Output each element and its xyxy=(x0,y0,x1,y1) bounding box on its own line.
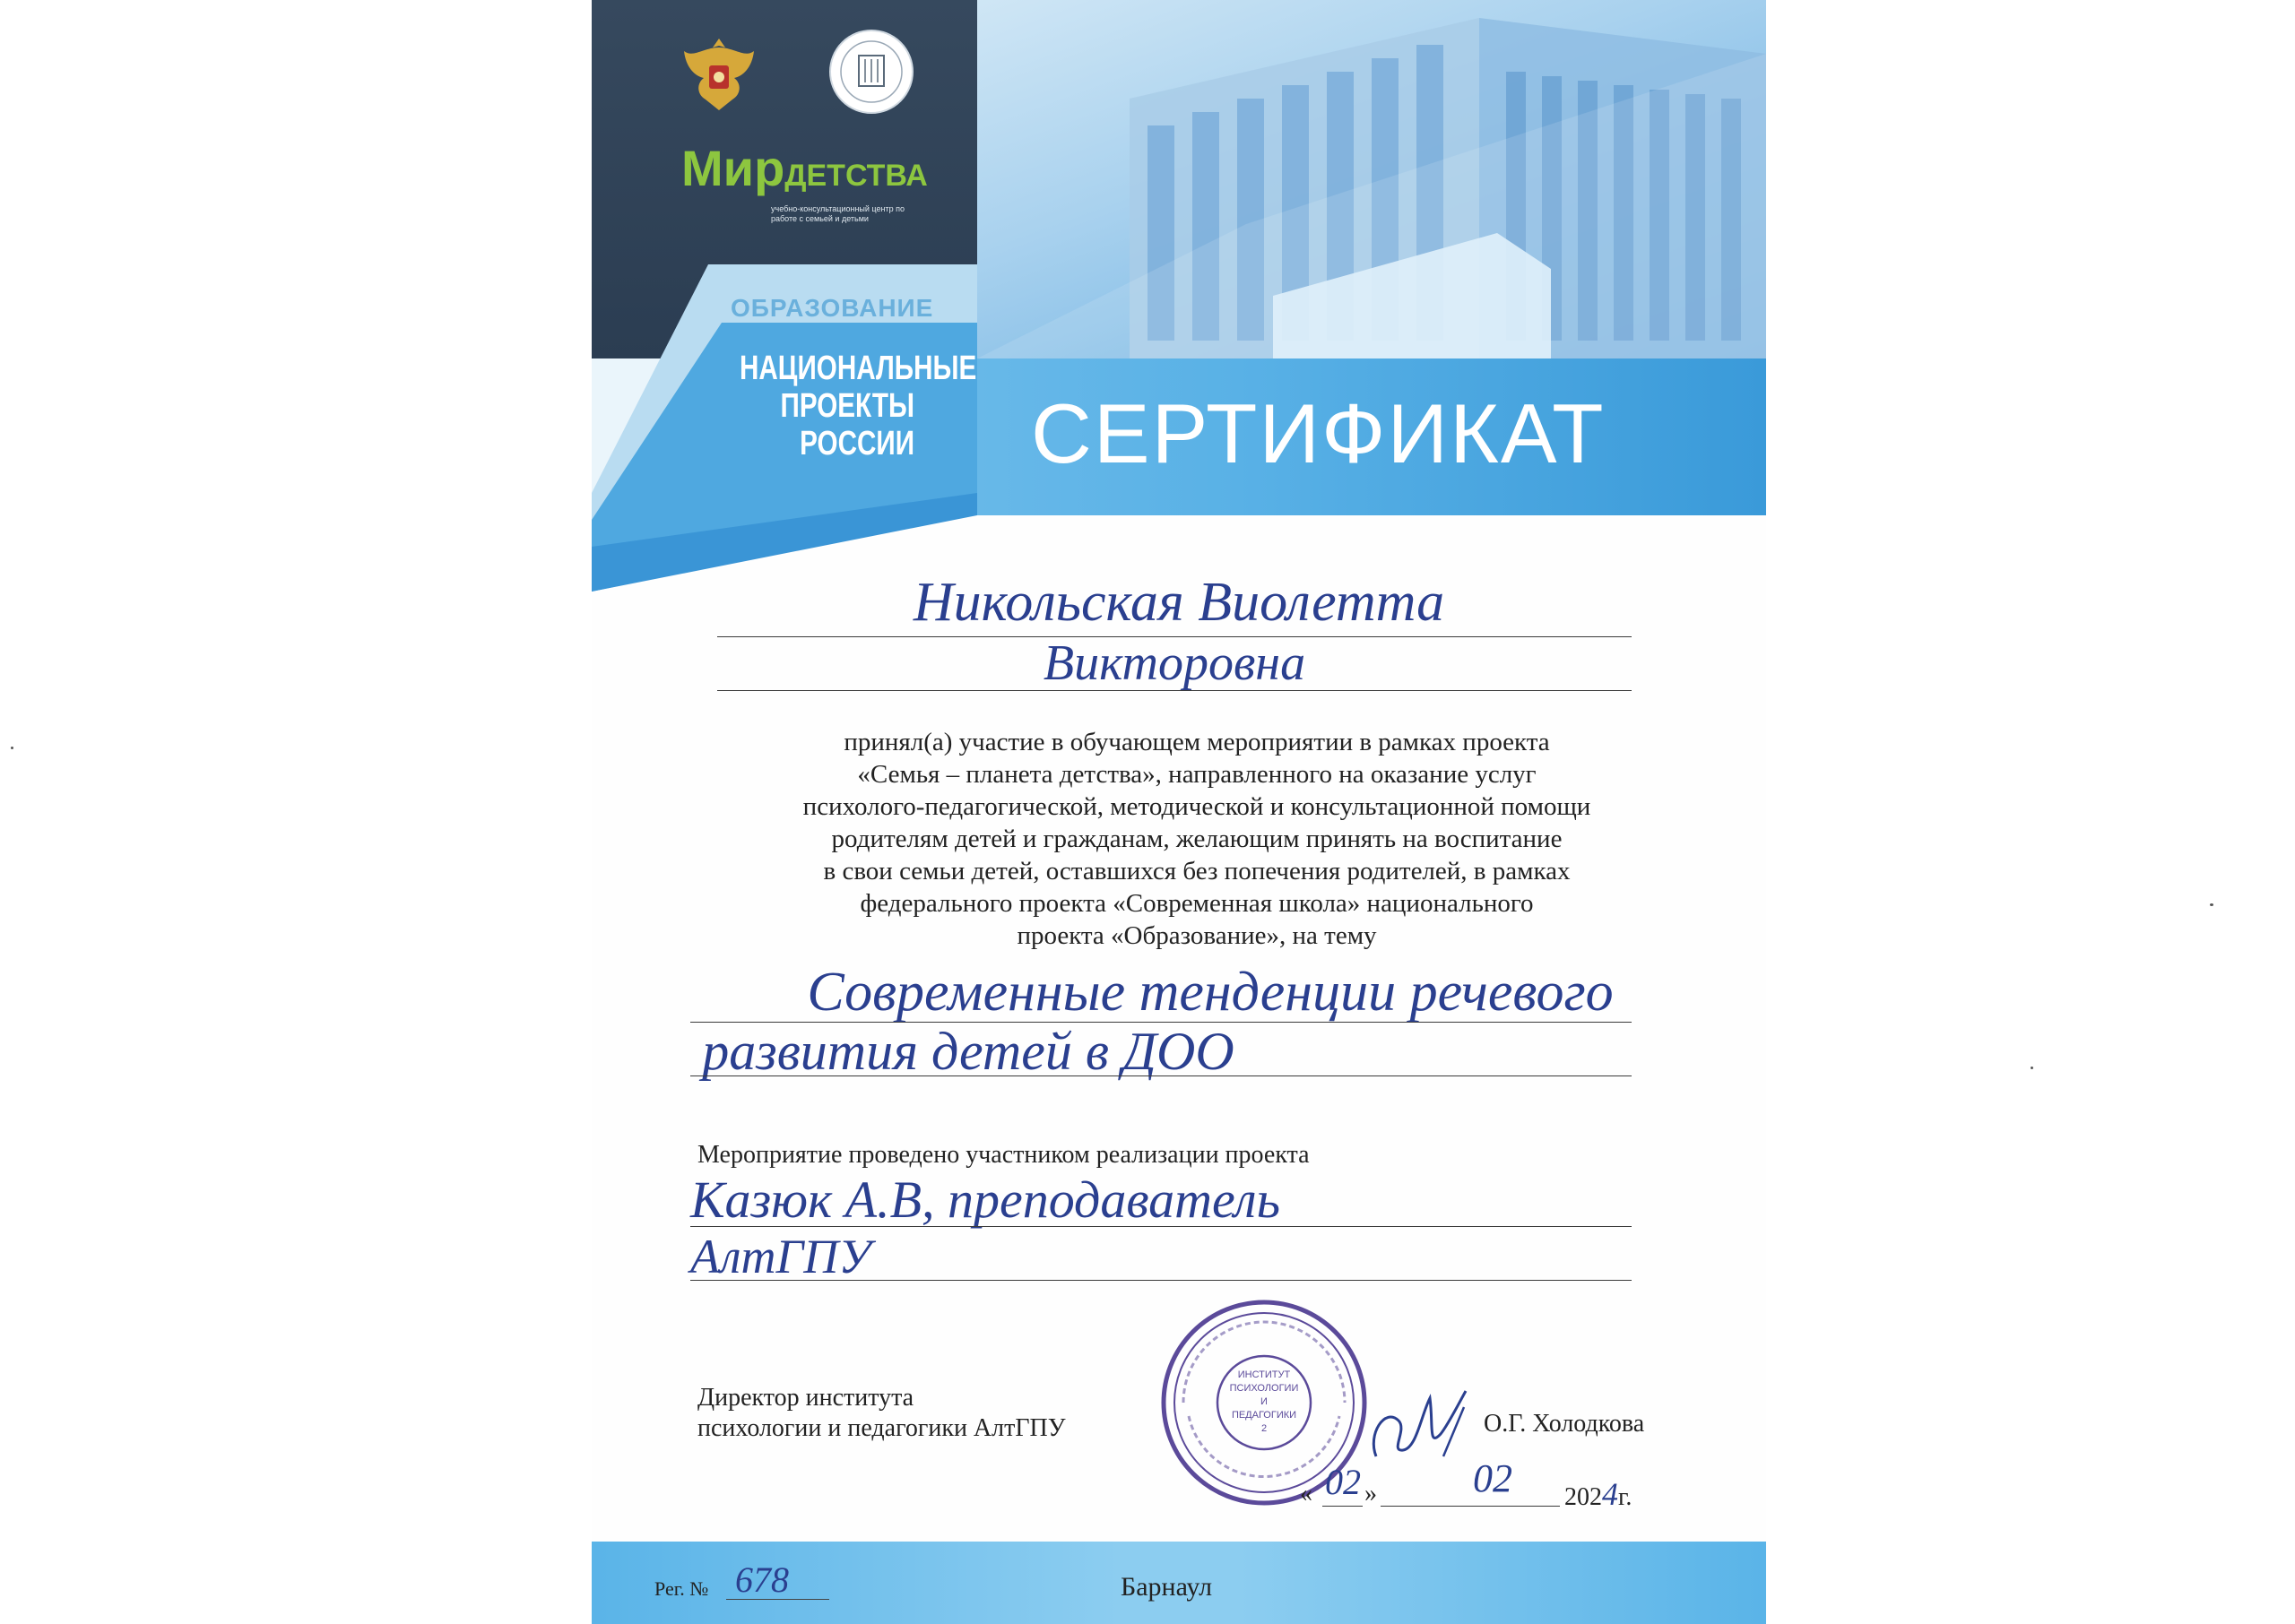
body-line-1: принял(а) участие в обучающем мероприятии в рамках проекта xyxy=(844,728,1550,756)
recipient-name-line2-text: Викторовна xyxy=(1043,635,1306,690)
scan-speck xyxy=(11,747,13,749)
reg-number xyxy=(726,1554,825,1603)
signatory-title xyxy=(697,1383,1066,1444)
body-line-3: психолого-педагогической, методической и консультационной помощи xyxy=(802,792,1591,821)
date-year-digit: 4 xyxy=(1602,1476,1618,1512)
topic-line1-text: Современные тенденции речевого xyxy=(807,962,1614,1023)
scan-speck xyxy=(2031,1067,2033,1069)
header-building-photo xyxy=(977,0,1766,358)
conducted-line2 xyxy=(681,1226,1040,1284)
topic-line2-text: развития детей в ДОО xyxy=(702,1022,1234,1081)
brand-logo xyxy=(681,139,928,197)
conducted-line1 xyxy=(681,1165,1578,1232)
conducted-line2-text: АлтГПУ xyxy=(690,1230,871,1283)
date-month xyxy=(1452,1452,1533,1506)
body-line-6: федерального проекта «Современная школа» национального xyxy=(860,889,1534,918)
date-year xyxy=(1564,1476,1632,1513)
reg-underline xyxy=(726,1599,829,1600)
body-paragraph xyxy=(677,726,1717,952)
np-line-2: ПРОЕКТЫ xyxy=(780,387,914,425)
eagle-emblem-icon xyxy=(677,31,762,117)
np-line-3: РОССИИ xyxy=(800,425,914,462)
date-year-suffix: г. xyxy=(1618,1483,1632,1511)
certificate-page xyxy=(592,0,1766,1624)
date-close-quote: » xyxy=(1364,1480,1377,1507)
reg-label: Рег. № xyxy=(654,1577,709,1600)
body-line-5: в свои семьи детей, оставшихся без попечения родителей, в рамках xyxy=(823,857,1571,885)
reg-number-text: 678 xyxy=(735,1559,789,1600)
date-day xyxy=(1316,1456,1370,1506)
recipient-name-line1 xyxy=(726,565,1632,636)
name-underline-2 xyxy=(717,690,1632,691)
date-day-text: 02 xyxy=(1325,1462,1361,1502)
conducted-label: Мероприятие проведено участником реализации проекта xyxy=(697,1141,1310,1169)
conducted-underline-2 xyxy=(690,1280,1632,1281)
brand-subtitle: учебно-консультационный центр по работе с семьей и детьми xyxy=(771,204,905,223)
certificate-title: СЕРТИФИКАТ xyxy=(1031,386,1606,480)
body-line-2: «Семья – планета детства», направленного на оказание услуг xyxy=(857,760,1537,789)
date-month-text: 02 xyxy=(1473,1456,1512,1500)
university-seal-icon xyxy=(827,27,916,117)
national-projects-label xyxy=(740,350,977,462)
stamp-line-3: И xyxy=(1260,1396,1268,1407)
topic-line1 xyxy=(681,955,1739,1026)
stamp-line-4: ПЕДАГОГИКИ xyxy=(1231,1410,1297,1421)
signatory-title-line1: Директор института xyxy=(697,1384,914,1412)
signatory-title-line2: психологии и педагогики АлтГПУ xyxy=(697,1414,1066,1442)
date-year-prefix: 202 xyxy=(1564,1483,1602,1511)
stamp-line-2: ПСИХОЛОГИИ xyxy=(1229,1383,1299,1394)
footer-band xyxy=(592,1542,1766,1624)
body-line-4: родителям детей и гражданам, желающим принять на воспитание xyxy=(831,825,1563,853)
brand-word2: ДЕТСТВА xyxy=(784,159,928,193)
date-open-quote: « xyxy=(1300,1480,1312,1507)
recipient-name-line2 xyxy=(888,627,1461,690)
recipient-name-line1-text: Никольская Виолетта xyxy=(913,572,1445,633)
stamp-line-5: 2 xyxy=(1260,1423,1268,1434)
city-label: Барнаул xyxy=(1121,1572,1213,1602)
topic-underline-2 xyxy=(690,1075,1632,1076)
brand-word1: Мир xyxy=(681,140,785,196)
building-illustration xyxy=(977,0,1766,358)
date-day-underline xyxy=(1322,1506,1363,1507)
scan-speck xyxy=(2210,903,2213,906)
np-line-1: НАЦИОНАЛЬНЫЕ xyxy=(740,350,977,387)
program-label: ОБРАЗОВАНИЕ xyxy=(731,294,934,322)
reg-number-field xyxy=(654,1577,708,1601)
topic-line2 xyxy=(654,1017,1282,1084)
date-month-underline xyxy=(1381,1506,1560,1507)
conducted-line1-text: Казюк А.В, преподаватель xyxy=(690,1170,1280,1229)
body-line-7: проекта «Образование», на тему xyxy=(1017,921,1377,950)
signatory-name: О.Г. Холодкова xyxy=(1484,1410,1645,1438)
stamp-line-1: ИНСТИТУТ xyxy=(1237,1369,1291,1380)
